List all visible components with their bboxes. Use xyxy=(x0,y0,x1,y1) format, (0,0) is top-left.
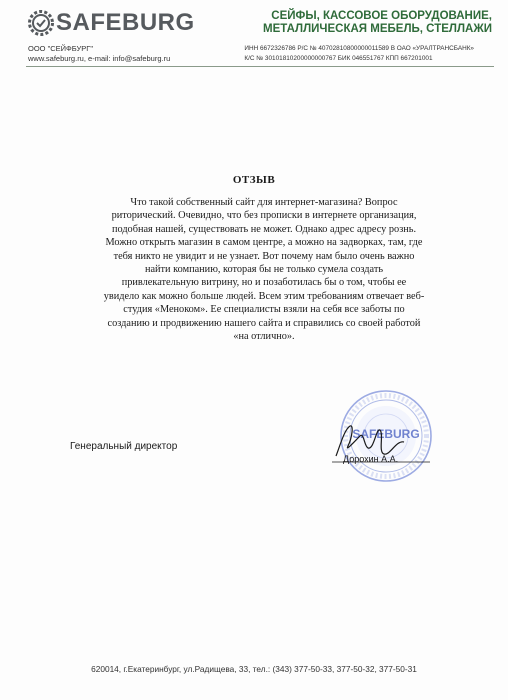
footer-address: 620014, г.Екатеринбург, ул.Радищева, 33, тел.: (343) 377-50-33, 377-50-32, 377-50-31 xyxy=(91,664,417,674)
body-line: привлекательную витрину, но и позаботилась бы о том, чтобы ее xyxy=(121,277,407,289)
requisites-line: К/С № 30101810200000000767 БИК 046551767 КПП 667201001 xyxy=(244,55,433,62)
company-logo xyxy=(28,8,195,38)
brand-name: SAFEBURG xyxy=(56,9,195,36)
signer-role: Генеральный директор xyxy=(70,441,178,452)
body-line: увидело как можно больше людей. Всем этим требованиям отвечает веб- xyxy=(103,290,425,302)
body-line: Что такой собственный сайт для интернет-магазина? Вопрос xyxy=(130,197,398,208)
gear-logo-icon xyxy=(28,10,54,36)
body-line: студия «Меноком». Ее специалисты взяли на себя все заботы по xyxy=(123,304,405,316)
header-divider xyxy=(26,66,494,67)
svg-text:SAFEBURG: SAFEBURG xyxy=(352,427,420,441)
signer-name: Дорохин А.А. xyxy=(343,454,399,464)
tagline-line: МЕТАЛЛИЧЕСКАЯ МЕБЕЛЬ, СТЕЛЛАЖИ xyxy=(263,23,492,35)
body-line: Можно открыть магазин в самом центре, а можно на задворках, там, где xyxy=(105,237,423,249)
body-line: подобная нашей, существовать не может. Однако адрес адресу рознь. xyxy=(111,223,417,235)
tagline-line: СЕЙФЫ, КАССОВОЕ ОБОРУДОВАНИЕ, xyxy=(271,10,492,22)
company-name: ООО "СЕЙФБУРГ" xyxy=(28,44,93,53)
body-line: тебя никто не увидит и не узнает. Вот почему нам было очень важно xyxy=(113,250,415,262)
body-line: созданию и продвижению нашего сайта и справились со своей работой xyxy=(107,317,421,329)
company-contacts xyxy=(28,44,170,64)
letter-body xyxy=(86,196,442,343)
contact-line: www.safeburg.ru, e-mail: info@safeburg.ru xyxy=(28,54,171,63)
bank-requisites xyxy=(244,44,474,64)
letter-title: ОТЗЫВ xyxy=(232,174,276,186)
body-line: «на отлично». xyxy=(233,331,295,343)
body-line: риторический. Очевидно, что без прописки в интернете организация, xyxy=(111,210,417,222)
company-tagline xyxy=(263,10,492,36)
requisites-line: ИНН 6672326786 Р/С № 40702810800000011589 В ОАО «УРАЛТРАНСБАНК» xyxy=(244,45,474,52)
body-line: найти компанию, которая бы не только сумела создать xyxy=(144,264,384,276)
